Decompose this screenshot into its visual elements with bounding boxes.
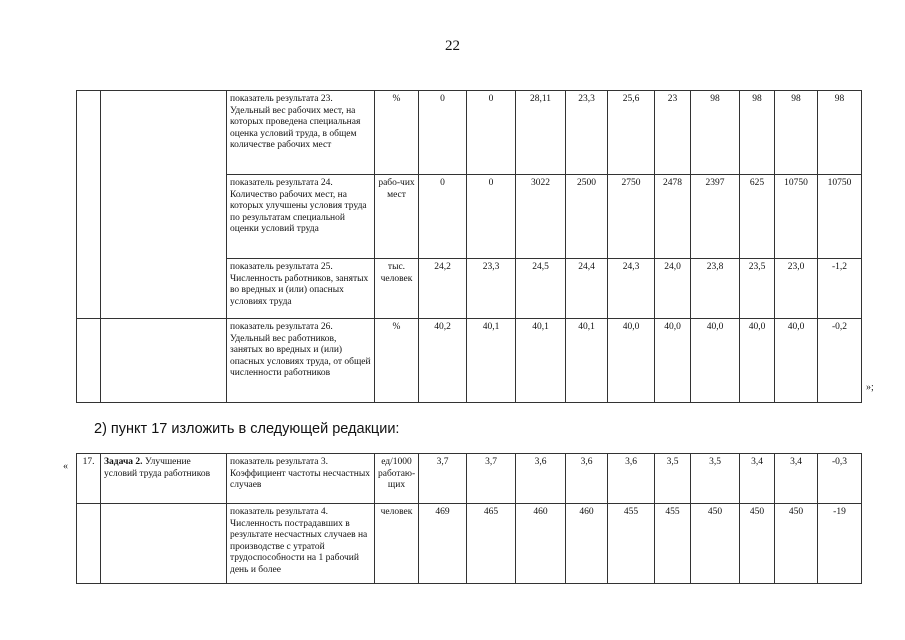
- value-cell: 3,6: [608, 454, 655, 504]
- indicator-description: показатель результата 3. Коэффициент частоты несчастных случаев: [227, 454, 375, 504]
- value-cell: 23: [655, 91, 691, 175]
- value-cell: 469: [419, 504, 467, 584]
- task-cell: [101, 504, 227, 584]
- value-cell: 2397: [691, 175, 740, 259]
- task-text: Улучшение условий труда работников: [104, 457, 211, 479]
- indicators-table-continued: [76, 90, 862, 403]
- task-cell: [101, 319, 227, 403]
- value-cell: 3,6: [516, 454, 566, 504]
- value-cell: 3,7: [419, 454, 467, 504]
- value-cell: 23,8: [691, 259, 740, 319]
- value-cell: 450: [775, 504, 818, 584]
- value-cell: 460: [516, 504, 566, 584]
- value-cell: 40,1: [566, 319, 608, 403]
- unit-cell: %: [375, 319, 419, 403]
- value-cell: 3,7: [467, 454, 516, 504]
- indicator-description: показатель результата 4. Численность пострадавших в результате несчастных случаев на производстве с утратой трудоспособности на 1 рабочий день и более: [227, 504, 375, 584]
- value-cell: 450: [691, 504, 740, 584]
- value-cell: 450: [740, 504, 775, 584]
- value-cell: 28,11: [516, 91, 566, 175]
- value-cell: 2478: [655, 175, 691, 259]
- value-cell: 40,0: [740, 319, 775, 403]
- value-cell: 98: [740, 91, 775, 175]
- value-cell: 24,2: [419, 259, 467, 319]
- unit-cell: ед/1000 работаю-щих: [375, 454, 419, 504]
- value-cell: 40,1: [516, 319, 566, 403]
- value-cell: 465: [467, 504, 516, 584]
- value-cell: 10750: [775, 175, 818, 259]
- value-cell: 455: [655, 504, 691, 584]
- unit-cell: тыс. человек: [375, 259, 419, 319]
- value-cell: 25,6: [608, 91, 655, 175]
- value-cell: 24,3: [608, 259, 655, 319]
- unit-cell: человек: [375, 504, 419, 584]
- value-cell: 0: [467, 91, 516, 175]
- value-cell: 24,4: [566, 259, 608, 319]
- value-cell: 455: [608, 504, 655, 584]
- table-row: [77, 504, 862, 584]
- value-cell: 98: [818, 91, 862, 175]
- task-cell: [101, 454, 227, 504]
- index-cell: 17.: [77, 454, 101, 504]
- value-cell: 3,4: [740, 454, 775, 504]
- table-row: [77, 454, 862, 504]
- index-cell: [77, 91, 101, 319]
- index-cell: [77, 504, 101, 584]
- task-label: Задача 2.: [104, 457, 143, 467]
- value-cell: 40,0: [655, 319, 691, 403]
- value-cell: 40,1: [467, 319, 516, 403]
- unit-cell: %: [375, 91, 419, 175]
- value-cell: 24,5: [516, 259, 566, 319]
- value-cell: -0,2: [818, 319, 862, 403]
- value-cell: 23,0: [775, 259, 818, 319]
- value-cell: 23,3: [467, 259, 516, 319]
- value-cell: 0: [419, 175, 467, 259]
- table-row: [77, 319, 862, 403]
- indicators-table-new: [76, 453, 862, 584]
- value-cell: 3,4: [775, 454, 818, 504]
- index-cell: [77, 319, 101, 403]
- indicator-description: показатель результата 23. Удельный вес рабочих мест, на которых проведена специальная оценка условий труда, в общем количестве рабочих мест: [227, 91, 375, 175]
- page-number: 22: [445, 38, 460, 54]
- task-cell: [101, 91, 227, 319]
- value-cell: 0: [467, 175, 516, 259]
- value-cell: 0: [419, 91, 467, 175]
- value-cell: 98: [775, 91, 818, 175]
- value-cell: 23,3: [566, 91, 608, 175]
- value-cell: -19: [818, 504, 862, 584]
- closing-quote: »;: [866, 382, 874, 393]
- indicator-description: показатель результата 24. Количество рабочих мест, на которых улучшены условия труда по результатам специальной оценки условий труда: [227, 175, 375, 259]
- value-cell: 3022: [516, 175, 566, 259]
- value-cell: 23,5: [740, 259, 775, 319]
- value-cell: 3,5: [655, 454, 691, 504]
- value-cell: 40,0: [691, 319, 740, 403]
- opening-quote: «: [63, 461, 68, 472]
- value-cell: 2750: [608, 175, 655, 259]
- amendment-text: 2) пункт 17 изложить в следующей редакции:: [94, 421, 400, 437]
- table-row: [77, 91, 862, 175]
- value-cell: 40,0: [775, 319, 818, 403]
- value-cell: -1,2: [818, 259, 862, 319]
- value-cell: 40,0: [608, 319, 655, 403]
- value-cell: 10750: [818, 175, 862, 259]
- unit-cell: рабо-чих мест: [375, 175, 419, 259]
- value-cell: 2500: [566, 175, 608, 259]
- value-cell: -0,3: [818, 454, 862, 504]
- value-cell: 460: [566, 504, 608, 584]
- value-cell: 625: [740, 175, 775, 259]
- indicator-description: показатель результата 26. Удельный вес работников, занятых во вредных и (или) опасных условиях труда, от общей численности работников: [227, 319, 375, 403]
- value-cell: 98: [691, 91, 740, 175]
- value-cell: 40,2: [419, 319, 467, 403]
- indicator-description: показатель результата 25. Численность работников, занятых во вредных и (или) опасных условиях труда: [227, 259, 375, 319]
- value-cell: 24,0: [655, 259, 691, 319]
- value-cell: 3,5: [691, 454, 740, 504]
- value-cell: 3,6: [566, 454, 608, 504]
